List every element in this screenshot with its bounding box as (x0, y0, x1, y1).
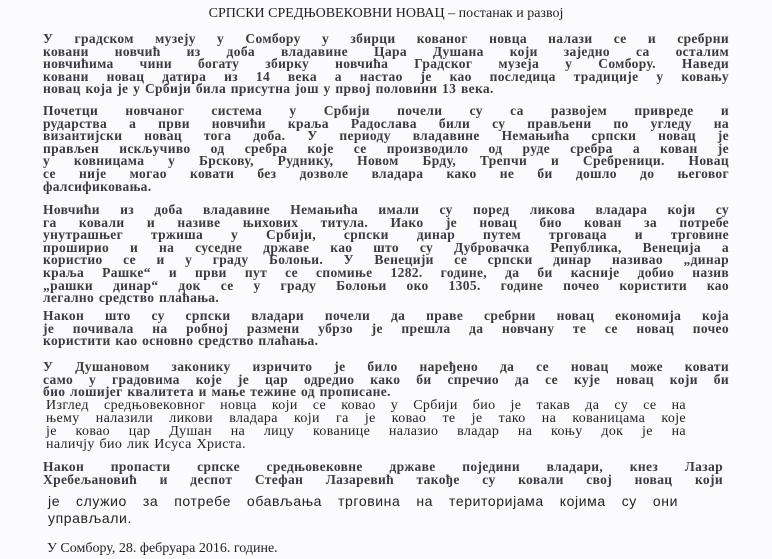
text-line: византијски новац тога доба. У периоду владавине Немањића српски новац је (43, 128, 729, 144)
text-line: фалсификовања. (43, 178, 152, 194)
text-line: унутрашњег тржиша у Србији, српски динар путем трговаца и трговине (43, 227, 729, 243)
text-line: рударства а први новчићи краља Радослава били су прављени по угледу на (43, 115, 729, 131)
text-line: је служио за потребе обављања трговина на територијама којима су они (48, 493, 678, 509)
paragraph-2 (43, 105, 729, 193)
text-line: га ковали и називе њихових титула. Иако је новац био кован за потребе (43, 214, 729, 230)
text-line: њему налазили ликови владара који га је ковао те је тако на кованицама које (46, 411, 686, 426)
text-line: Новчићи из доба владавине Немањића имали су поред ликова владара који су (43, 202, 729, 217)
text-line: користити као основно средство плаћања. (43, 333, 319, 349)
text-line: ковани новчић из доба владавине Цара Душана који заједно са осталим (43, 43, 729, 59)
text-line: прављен искључиво од сребра које се производило од руде сребра а кован је (43, 140, 729, 156)
document-title: СРПСКИ СРЕДЊОВЕКОВНИ НОВАЦ – постанак и развој (208, 6, 564, 21)
text-line: је ковао цар Душан на лицу кованице налазио владар на коњу док је на (46, 424, 686, 439)
text-line: само у градовима које је цар одредио како би спречио да се кује новац који би (43, 371, 729, 387)
text-line: наличју био лик Исуса Христа. (46, 437, 246, 452)
text-line: користио се и у граду Болоњи. У Венецији се српски динар називао „динар (43, 252, 729, 268)
text-line: Хребељановић и деспот Стефан Лазаревић такође су ковали свој новац који (43, 471, 723, 487)
text-line: управљали. (48, 510, 132, 526)
text-line: је почивала на робној размени убрзо је прешла да новчану те се новац почео (43, 320, 729, 336)
paragraph-7-continued (48, 493, 678, 527)
text-line: био лошијег квалитета и мање тежине од прописане. (43, 384, 391, 400)
paragraph-1 (43, 33, 729, 96)
text-line: легално средство плаћања. (43, 290, 220, 306)
signature-date-line: У Сомбору, 28. фебруара 2016. године. (47, 541, 278, 556)
paragraph-4 (43, 310, 729, 348)
text-line: Изглед средњовековног новца који се ковао у Србији био је такав да су се на (46, 398, 686, 413)
text-line: проширио и на суседне државе као што су Дубровачка Република, Венеција а (43, 239, 729, 255)
paragraph-3 (43, 204, 729, 305)
text-line: Почетци новчаног система у Србији почели су са развојем привреде и (43, 103, 729, 118)
text-line: се није могао ковати без дозволе владара како не би дошло до његовог (43, 165, 729, 181)
text-line: „рашки динар“ док се у граду Болоњи око 1305. године почео користити као (43, 277, 729, 293)
text-line: У Душановом законику изричито је било наређено да се новац може ковати (43, 359, 729, 374)
text-line: у ковницама у Брскову, Руднику, Новом Брду, Трепчи и Сребреници. Новац (43, 153, 729, 169)
text-line: Након што су српски владари почели да праве сребрни новац економија која (43, 308, 729, 323)
paragraph-7 (43, 461, 723, 486)
text-line: краља Рашке“ и први пут се спомиње 1282. године, да би касније добио назив (43, 264, 729, 280)
text-line: ковани новац датира из 14 века а настао је као последица традиције у ковању (43, 68, 729, 84)
text-line: Након пропасти српске средњовековне државе поједини владари, кнез Лазар (43, 459, 723, 474)
paragraph-6 (46, 399, 686, 451)
paragraph-5 (43, 361, 729, 399)
text-line: новац која је у Србији била присутна још у првој половини 13 века. (43, 81, 494, 97)
text-line: У градском музеју у Сомбору у збирци кованог новца налази се и сребрни (43, 31, 729, 46)
text-line: новчићима чини богату збирку новчића Градског музеја у Сомбору. Наведи (43, 56, 729, 72)
